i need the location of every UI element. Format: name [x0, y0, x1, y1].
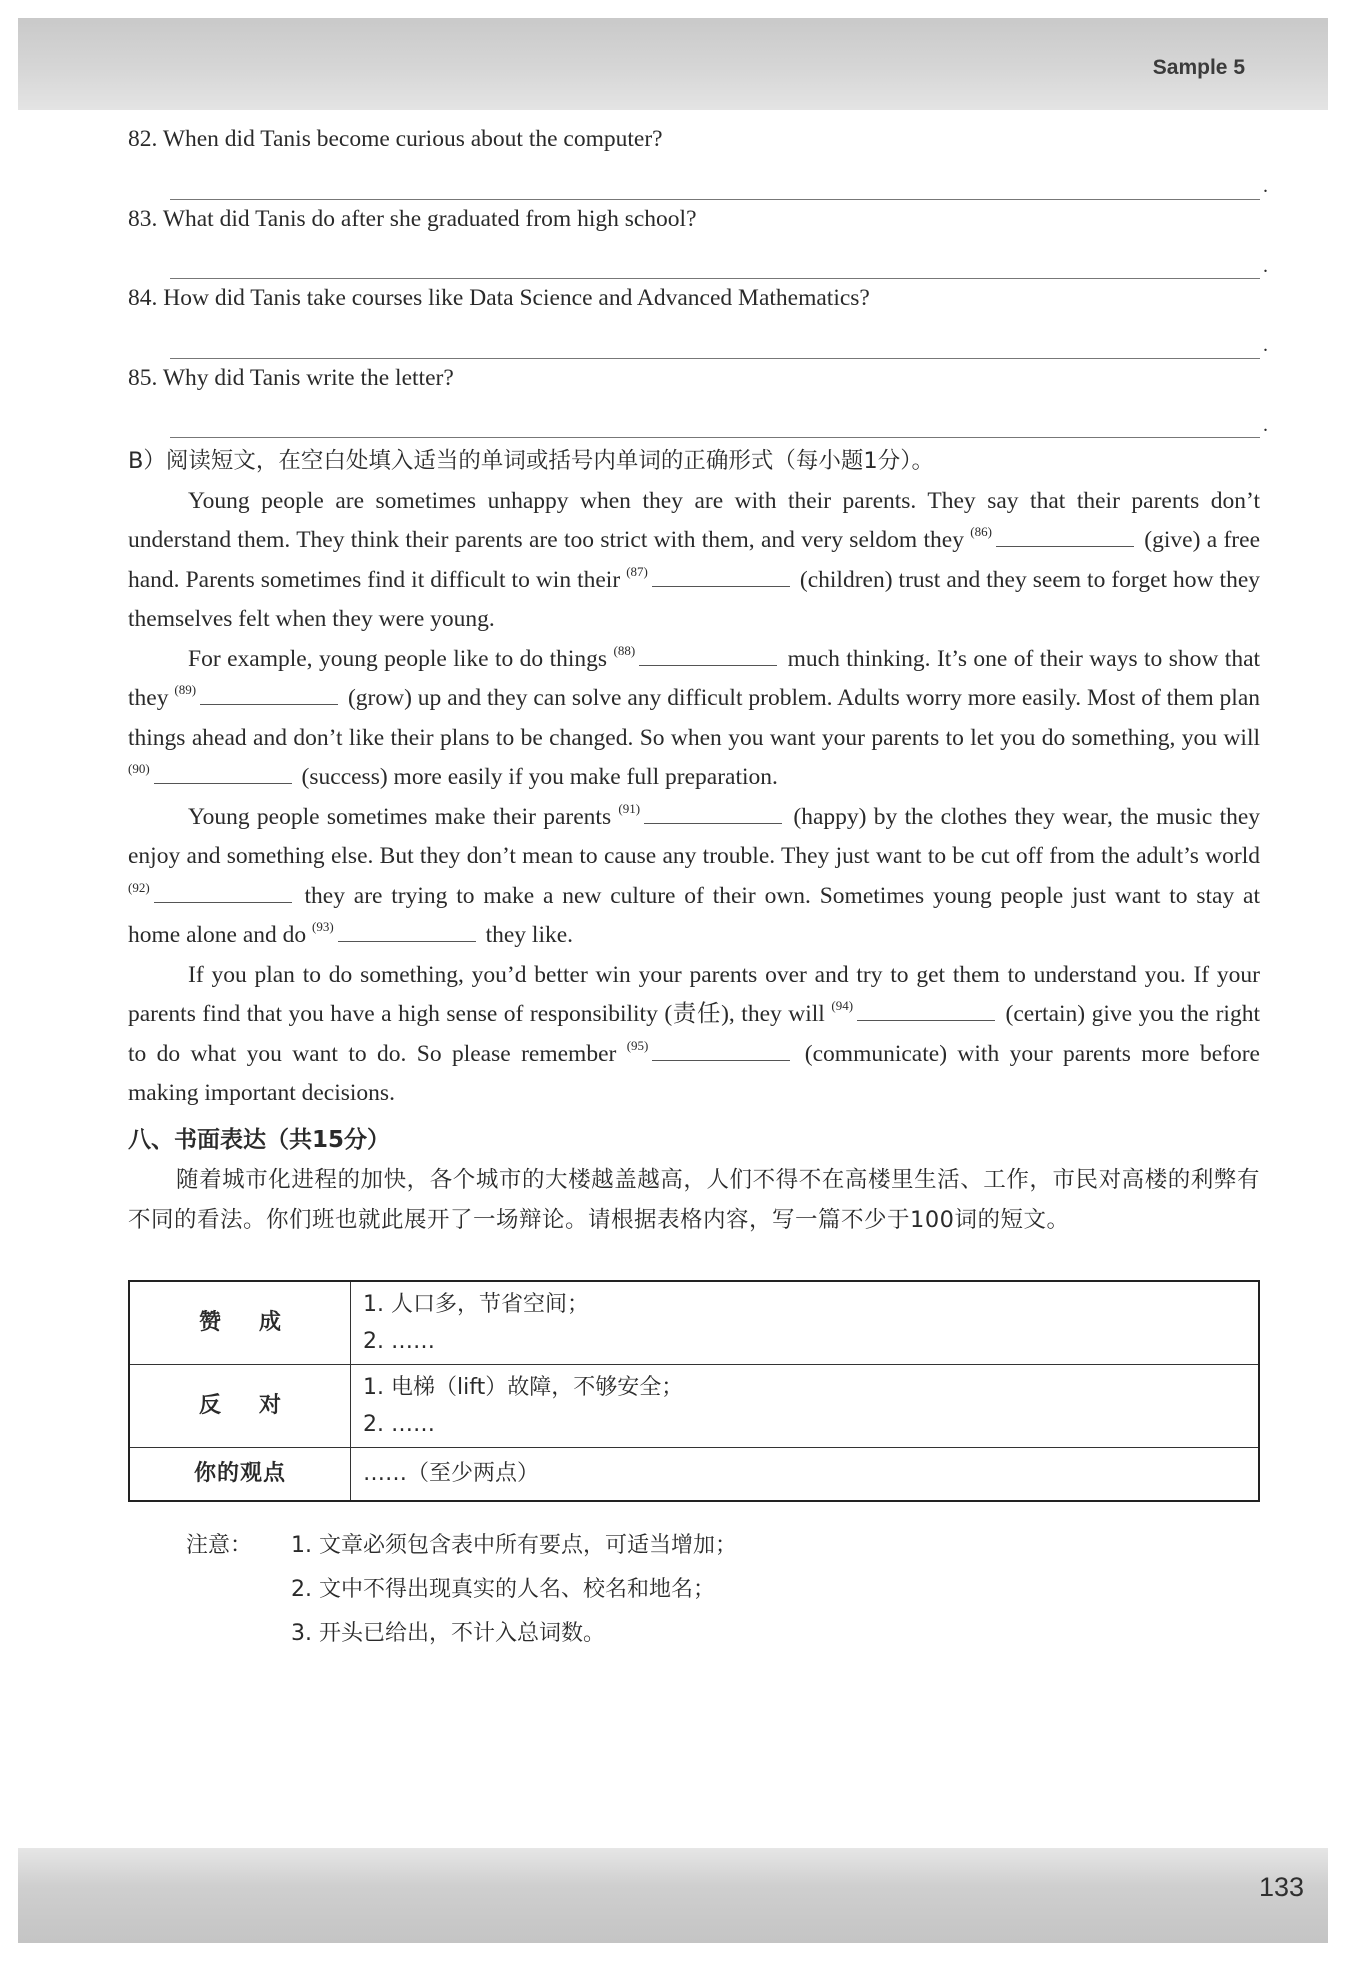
blank-number-89: (89) — [174, 682, 197, 697]
blank-number-92: (92) — [128, 879, 150, 895]
page-content — [128, 120, 1260, 1656]
oppose-point-1: 1. 电梯（lift）故障，不够安全； — [363, 1374, 684, 1400]
blank-number-93: (93) — [312, 919, 334, 934]
sample-label: Sample 5 — [1152, 56, 1245, 79]
blank-number-86: (86) — [970, 524, 992, 539]
answer-line-84[interactable] — [170, 319, 1260, 359]
question-85: 85. Why did Tanis write the letter? — [128, 364, 454, 391]
scan-shadow-bottom — [18, 1848, 1328, 1943]
your-view-label: 你的观点 — [129, 1447, 351, 1501]
passage-text: If you plan to do something, you’d better win your parents over and try to get them to understand you. If your parents find that you have a high sense of responsibility (责任), they will — [128, 961, 1260, 1027]
notes-list — [291, 1524, 1260, 1656]
blank-88[interactable] — [639, 643, 777, 666]
passage-text: (communicate) with your parents more before making important decisions. — [128, 1040, 1260, 1106]
agree-point-1: 1. 人口多，节省空间； — [363, 1291, 589, 1317]
oppose-label: 反对 — [129, 1364, 351, 1447]
table-row-your-view — [129, 1447, 1259, 1501]
question-82: 82. When did Tanis become curious about the computer? — [128, 126, 663, 152]
question-84: 84. How did Tanis take courses like Data Science and Advanced Mathematics? — [128, 285, 870, 311]
blank-number-90: (90) — [128, 761, 150, 776]
blank-90[interactable] — [154, 761, 292, 784]
blank-92[interactable] — [154, 880, 292, 903]
blank-number-94: (94) — [831, 998, 854, 1013]
note-item: 3. 开头已给出，不计入总词数。 — [291, 1620, 605, 1646]
blank-number-87: (87) — [626, 563, 648, 579]
passage-text: Young people are sometimes unhappy when they are with their parents. They say that their parents don’t understand them. They think their parents are too strict with them, and very seldom they — [128, 487, 1260, 553]
passage-text: (happy) by the clothes they wear, the music they enjoy and something else. But they don’t mean to cause any trouble. They just want to be cut off from the adult’s world — [128, 803, 1261, 869]
agree-point-2: 2. …… — [363, 1328, 435, 1354]
passage-paragraph-4 — [128, 956, 1260, 1114]
notes-block — [128, 1524, 1260, 1656]
passage-text: they are trying to make a new culture of their own. Sometimes young people just want to stay at home alone and do — [128, 882, 1261, 948]
passage-paragraph-2 — [128, 640, 1260, 798]
note-item: 2. 文中不得出现真实的人名、校名和地名； — [291, 1576, 715, 1602]
agree-points — [351, 1281, 1260, 1365]
answer-line-85[interactable] — [170, 398, 1260, 438]
section-8-heading: 八、书面表达（共15分） — [128, 1126, 391, 1153]
section-b-instruction: B）阅读短文，在空白处填入适当的单词或括号内单词的正确形式（每小题1分）。 — [128, 448, 935, 474]
oppose-points — [351, 1364, 1260, 1447]
passage-text: Young people sometimes make their parents — [188, 803, 612, 830]
passage-paragraph-1 — [128, 482, 1260, 640]
writing-prompt: 随着城市化进程的加快，各个城市的大楼越盖越高，人们不得不在高楼里生活、工作，市民对高楼的利弊有不同的看法。你们班也就此展开了一场辩论。请根据表格内容，写一篇不少于100词的短文。 — [128, 1166, 1260, 1233]
blank-87[interactable] — [652, 564, 790, 587]
your-view-text: ……（至少两点） — [351, 1447, 1260, 1501]
blank-86[interactable] — [996, 524, 1134, 547]
table-row-agree — [129, 1281, 1259, 1365]
scan-shadow-top — [18, 18, 1328, 110]
answer-line-82[interactable] — [170, 160, 1260, 200]
answer-line-83[interactable] — [170, 239, 1260, 279]
blank-number-88: (88) — [613, 642, 636, 658]
passage-text: For example, young people like to do things — [188, 645, 608, 672]
blank-91[interactable] — [644, 801, 782, 824]
passage-text: (grow) up and they can solve any difficult problem. Adults worry more easily. Most of them plan things ahead and don’t like their plans to be changed. So when you want your parents to let you do something, you will — [128, 685, 1261, 751]
question-83: 83. What did Tanis do after she graduated from high school? — [128, 205, 697, 232]
passage-text: (success) more easily if you make full preparation. — [301, 764, 778, 790]
passage-text: they like. — [485, 922, 574, 948]
blank-94[interactable] — [857, 998, 995, 1021]
passage-text: (children) trust and they seem to forget how they themselves felt when they were young. — [128, 566, 1260, 632]
blank-95[interactable] — [652, 1038, 790, 1061]
blank-number-95: (95) — [626, 1037, 649, 1053]
passage-text: much thinking. It’s one of their ways to show that they — [128, 645, 1261, 711]
notes-label: 注意： — [186, 1532, 253, 1558]
page-number: 133 — [1258, 1872, 1304, 1902]
blank-89[interactable] — [200, 682, 338, 705]
passage-text: (give) a free hand. Parents sometimes find it difficult to win their — [128, 527, 1260, 593]
passage-text: (certain) give you the right to do what you want to do. So please remember — [128, 1001, 1260, 1067]
table-row-oppose — [129, 1364, 1259, 1447]
cloze-passage — [128, 482, 1260, 1114]
note-item: 1. 文章必须包含表中所有要点，可适当增加； — [291, 1532, 737, 1558]
agree-label: 赞成 — [129, 1281, 351, 1365]
blank-number-91: (91) — [618, 800, 641, 816]
debate-table — [128, 1280, 1260, 1502]
blank-93[interactable] — [338, 919, 476, 942]
passage-paragraph-3 — [128, 798, 1260, 956]
oppose-point-2: 2. …… — [363, 1411, 435, 1437]
